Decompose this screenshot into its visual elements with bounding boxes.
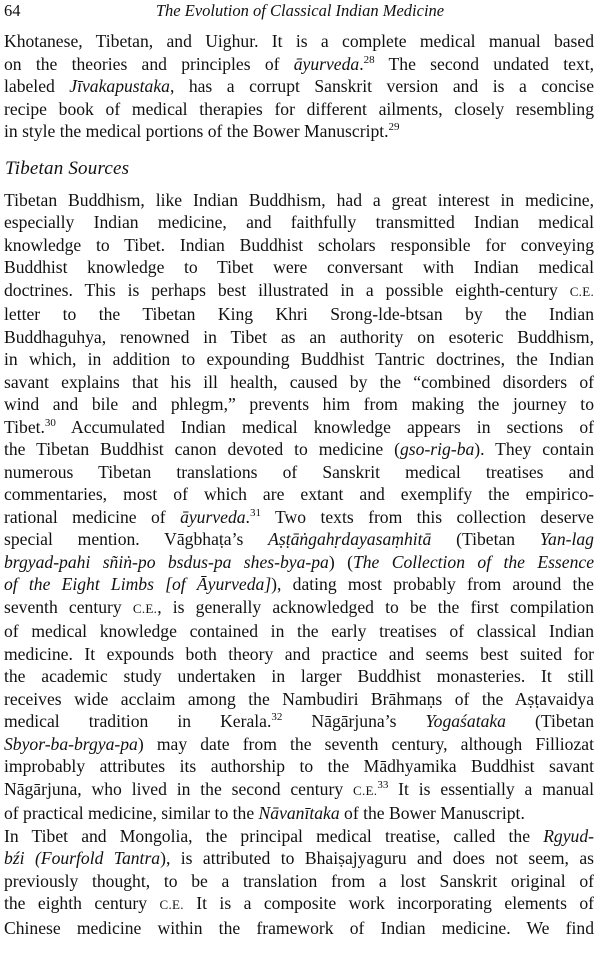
- text-run: The Collection of the Essence: [352, 551, 595, 572]
- text-run: , is generally acknowledged to be the first compilation: [157, 596, 595, 617]
- text-run: on the theories and principles of: [4, 53, 294, 74]
- text-line: [4, 870, 594, 893]
- text-run: (Tibetan: [505, 711, 594, 731]
- text-run: āyurveda: [180, 506, 246, 527]
- text-run: .: [245, 506, 250, 527]
- text-run: of the Bower Manuscript.: [339, 803, 525, 823]
- text-run: special mention. Vāgbhaṭa’s: [4, 529, 269, 549]
- text-line: [4, 211, 594, 234]
- text-run: improbably attributes its authorship to the Mādhyamika Buddhist savant: [4, 756, 594, 776]
- text-run: ) (: [328, 551, 353, 572]
- text-line: [4, 892, 594, 917]
- text-run: C.E.: [353, 782, 378, 798]
- text-run: in style the medical portions of the Bower Manuscript.: [4, 121, 389, 141]
- text-line: [4, 665, 594, 688]
- text-run: especially Indian medicine, and faithfully transmitted Indian medical: [4, 212, 594, 232]
- text-line: [4, 53, 594, 76]
- text-run: It is essentially a manual: [388, 778, 594, 799]
- text-line: [4, 596, 594, 621]
- text-run: medical tradition in Kerala.: [4, 711, 272, 731]
- text-line: [4, 802, 594, 825]
- text-run: Aṣṭāṅgahṛdayasaṃhitā: [268, 529, 432, 549]
- text-line: [4, 393, 594, 416]
- text-run: Sbyor-ba-brgya-pa: [4, 733, 138, 754]
- text-line: [4, 438, 594, 461]
- footnote-ref: 28: [363, 53, 375, 66]
- footnote-ref: 33: [377, 778, 389, 791]
- text-run: , has a corrupt Sanskrit version and is a concise: [169, 76, 594, 96]
- text-run: ). They contain: [474, 439, 595, 459]
- text-run: ), dating most probably from around the: [271, 574, 594, 594]
- text-run: recipe book of medical therapies for different ailments, closely resembling: [4, 98, 594, 119]
- text-run: the academic study undertaken in larger Buddhist monasteries. It still: [4, 666, 594, 686]
- text-run: Nāvanītaka: [258, 803, 340, 823]
- text-run: Rgyud-: [543, 825, 594, 846]
- text-run: C.E.: [159, 897, 184, 912]
- text-run: medicine. It expounds both theory and practice and seems best suited for: [4, 643, 594, 664]
- text-run: Yogaśataka: [425, 711, 506, 731]
- text-run: previously thought, to be a translation from a lost Sanskrit original of: [4, 870, 594, 891]
- footnote-ref: 29: [388, 121, 400, 134]
- text-run: The second undated text,: [374, 53, 595, 74]
- text-run: (Tibetan: [431, 529, 540, 549]
- text-line: [4, 98, 594, 121]
- text-line: [4, 688, 594, 711]
- text-run: ) may date from the seventh century, although Filliozat: [137, 733, 594, 754]
- text-run: āyurveda: [293, 53, 360, 74]
- text-line: [4, 416, 594, 439]
- text-run: Buddhaguhya, renowned in Tibet as an authority on esoteric Buddhism,: [4, 326, 594, 347]
- page-header: [0, 0, 600, 26]
- text-run: Tibetan Sources: [5, 157, 130, 179]
- text-run: rational medicine of: [4, 506, 181, 527]
- text-line: [4, 234, 594, 257]
- text-run: labeled: [4, 76, 70, 96]
- text-run: letter to the Tibetan King Khri Srong-lde-btsan by the Indian: [4, 304, 594, 324]
- text-run: Khotanese, Tibetan, and Uighur. It is a complete medical manual based: [4, 31, 594, 51]
- text-run: .: [359, 53, 364, 74]
- text-run: Accumulated Indian medical knowledge appears in sections of: [55, 416, 594, 437]
- text-run: in which, in addition to expounding Buddhist Tantric doctrines, the Indian: [4, 349, 594, 369]
- text-line: [4, 573, 594, 596]
- text-run: Nāgārjuna’s: [282, 711, 426, 731]
- text-line: [4, 279, 594, 304]
- text-run: C.E.: [569, 283, 594, 299]
- text-run: receives wide acclaim among the Nambudiri Brāhmaṇs of the Aṣṭavaidya: [4, 688, 594, 709]
- text-line: [4, 348, 594, 371]
- text-run: Nāgārjuna, who lived in the second century: [4, 778, 353, 799]
- text-line: [4, 189, 594, 212]
- text-run: It is a composite work incorporating elements of: [183, 893, 594, 913]
- section-gap: [4, 143, 594, 156]
- text-line: [4, 506, 594, 529]
- text-line: [4, 256, 594, 279]
- text-run: Yan-lag: [539, 529, 594, 549]
- text-line: [4, 75, 594, 98]
- text-run: of medical knowledge contained in the early treatises of classical Indian: [4, 621, 594, 641]
- page-number: 64: [4, 1, 21, 20]
- text-line: [4, 778, 594, 803]
- text-run: numerous Tibetan translations of Sanskrit medical treatises and: [4, 461, 594, 482]
- text-run: Two texts from this collection deserve: [260, 506, 594, 527]
- text-run: C.E.: [132, 600, 158, 616]
- text-line: [4, 643, 594, 666]
- text-line: [4, 551, 594, 574]
- text-line: [4, 620, 594, 643]
- text-run: brgyad-pahi sñiṅ-po bsdus-pa shes-bya-pa: [4, 551, 329, 572]
- text-run: knowledge to Tibet. Indian Buddhist scholars responsible for conveying: [4, 234, 594, 255]
- footnote-ref: 30: [44, 416, 56, 429]
- text-run: commentaries, most of which are extant and exemplify the empirico-: [4, 484, 594, 504]
- text-run: of the Eight Limbs [of Āyurveda]: [4, 574, 272, 594]
- text-line: [4, 303, 594, 326]
- text-line: [4, 733, 594, 756]
- text-run: Tibet.: [4, 416, 45, 437]
- text-line: [4, 461, 594, 484]
- text-run: the eighth century: [4, 893, 160, 913]
- text-run: seventh century: [4, 596, 133, 617]
- text-line: [4, 755, 594, 778]
- section-heading: [4, 156, 594, 189]
- text-line: [4, 528, 594, 551]
- text-run: Buddhist knowledge to Tibet were conversant with Indian medical: [4, 257, 594, 277]
- text-run: the Tibetan Buddhist canon devoted to medicine (: [4, 439, 400, 459]
- text-line: [4, 917, 594, 940]
- text-run: Chinese medicine within the framework of Indian medicine. We find: [4, 917, 594, 938]
- text-line: [4, 326, 594, 349]
- text-run: of practical medicine, similar to the: [4, 803, 259, 823]
- text-run: wind and bile and phlegm,” prevents him from making the journey to: [4, 394, 594, 414]
- text-run: Jīvakapustaka: [69, 76, 170, 96]
- text-run: ), is attributed to Bhaiṣajyaguru and does not seem, as: [160, 848, 594, 868]
- running-head: The Evolution of Classical Indian Medicine: [155, 1, 445, 20]
- text-run: savant explains that his ill health, caused by the “combined disorders of: [4, 371, 594, 392]
- text-run: Tibetan Buddhism, like Indian Buddhism, had a great interest in medicine,: [4, 189, 594, 210]
- footnote-ref: 31: [249, 506, 261, 519]
- text-run: gso-rig-ba: [400, 439, 475, 459]
- text-run: In Tibet and Mongolia, the principal medical treatise, called the: [4, 825, 544, 846]
- footnote-ref: 32: [271, 711, 283, 724]
- text-line: [4, 847, 594, 870]
- text-line: [4, 483, 594, 506]
- text-run: bźi (Fourfold Tantra: [4, 848, 161, 868]
- text-line: [4, 825, 594, 848]
- body-text: [4, 30, 594, 939]
- text-line: [4, 710, 594, 733]
- text-run: doctrines. This is perhaps best illustrated in a possible eighth-century: [4, 279, 570, 300]
- text-line: [4, 120, 594, 143]
- text-line: [4, 371, 594, 394]
- text-line: [4, 30, 594, 53]
